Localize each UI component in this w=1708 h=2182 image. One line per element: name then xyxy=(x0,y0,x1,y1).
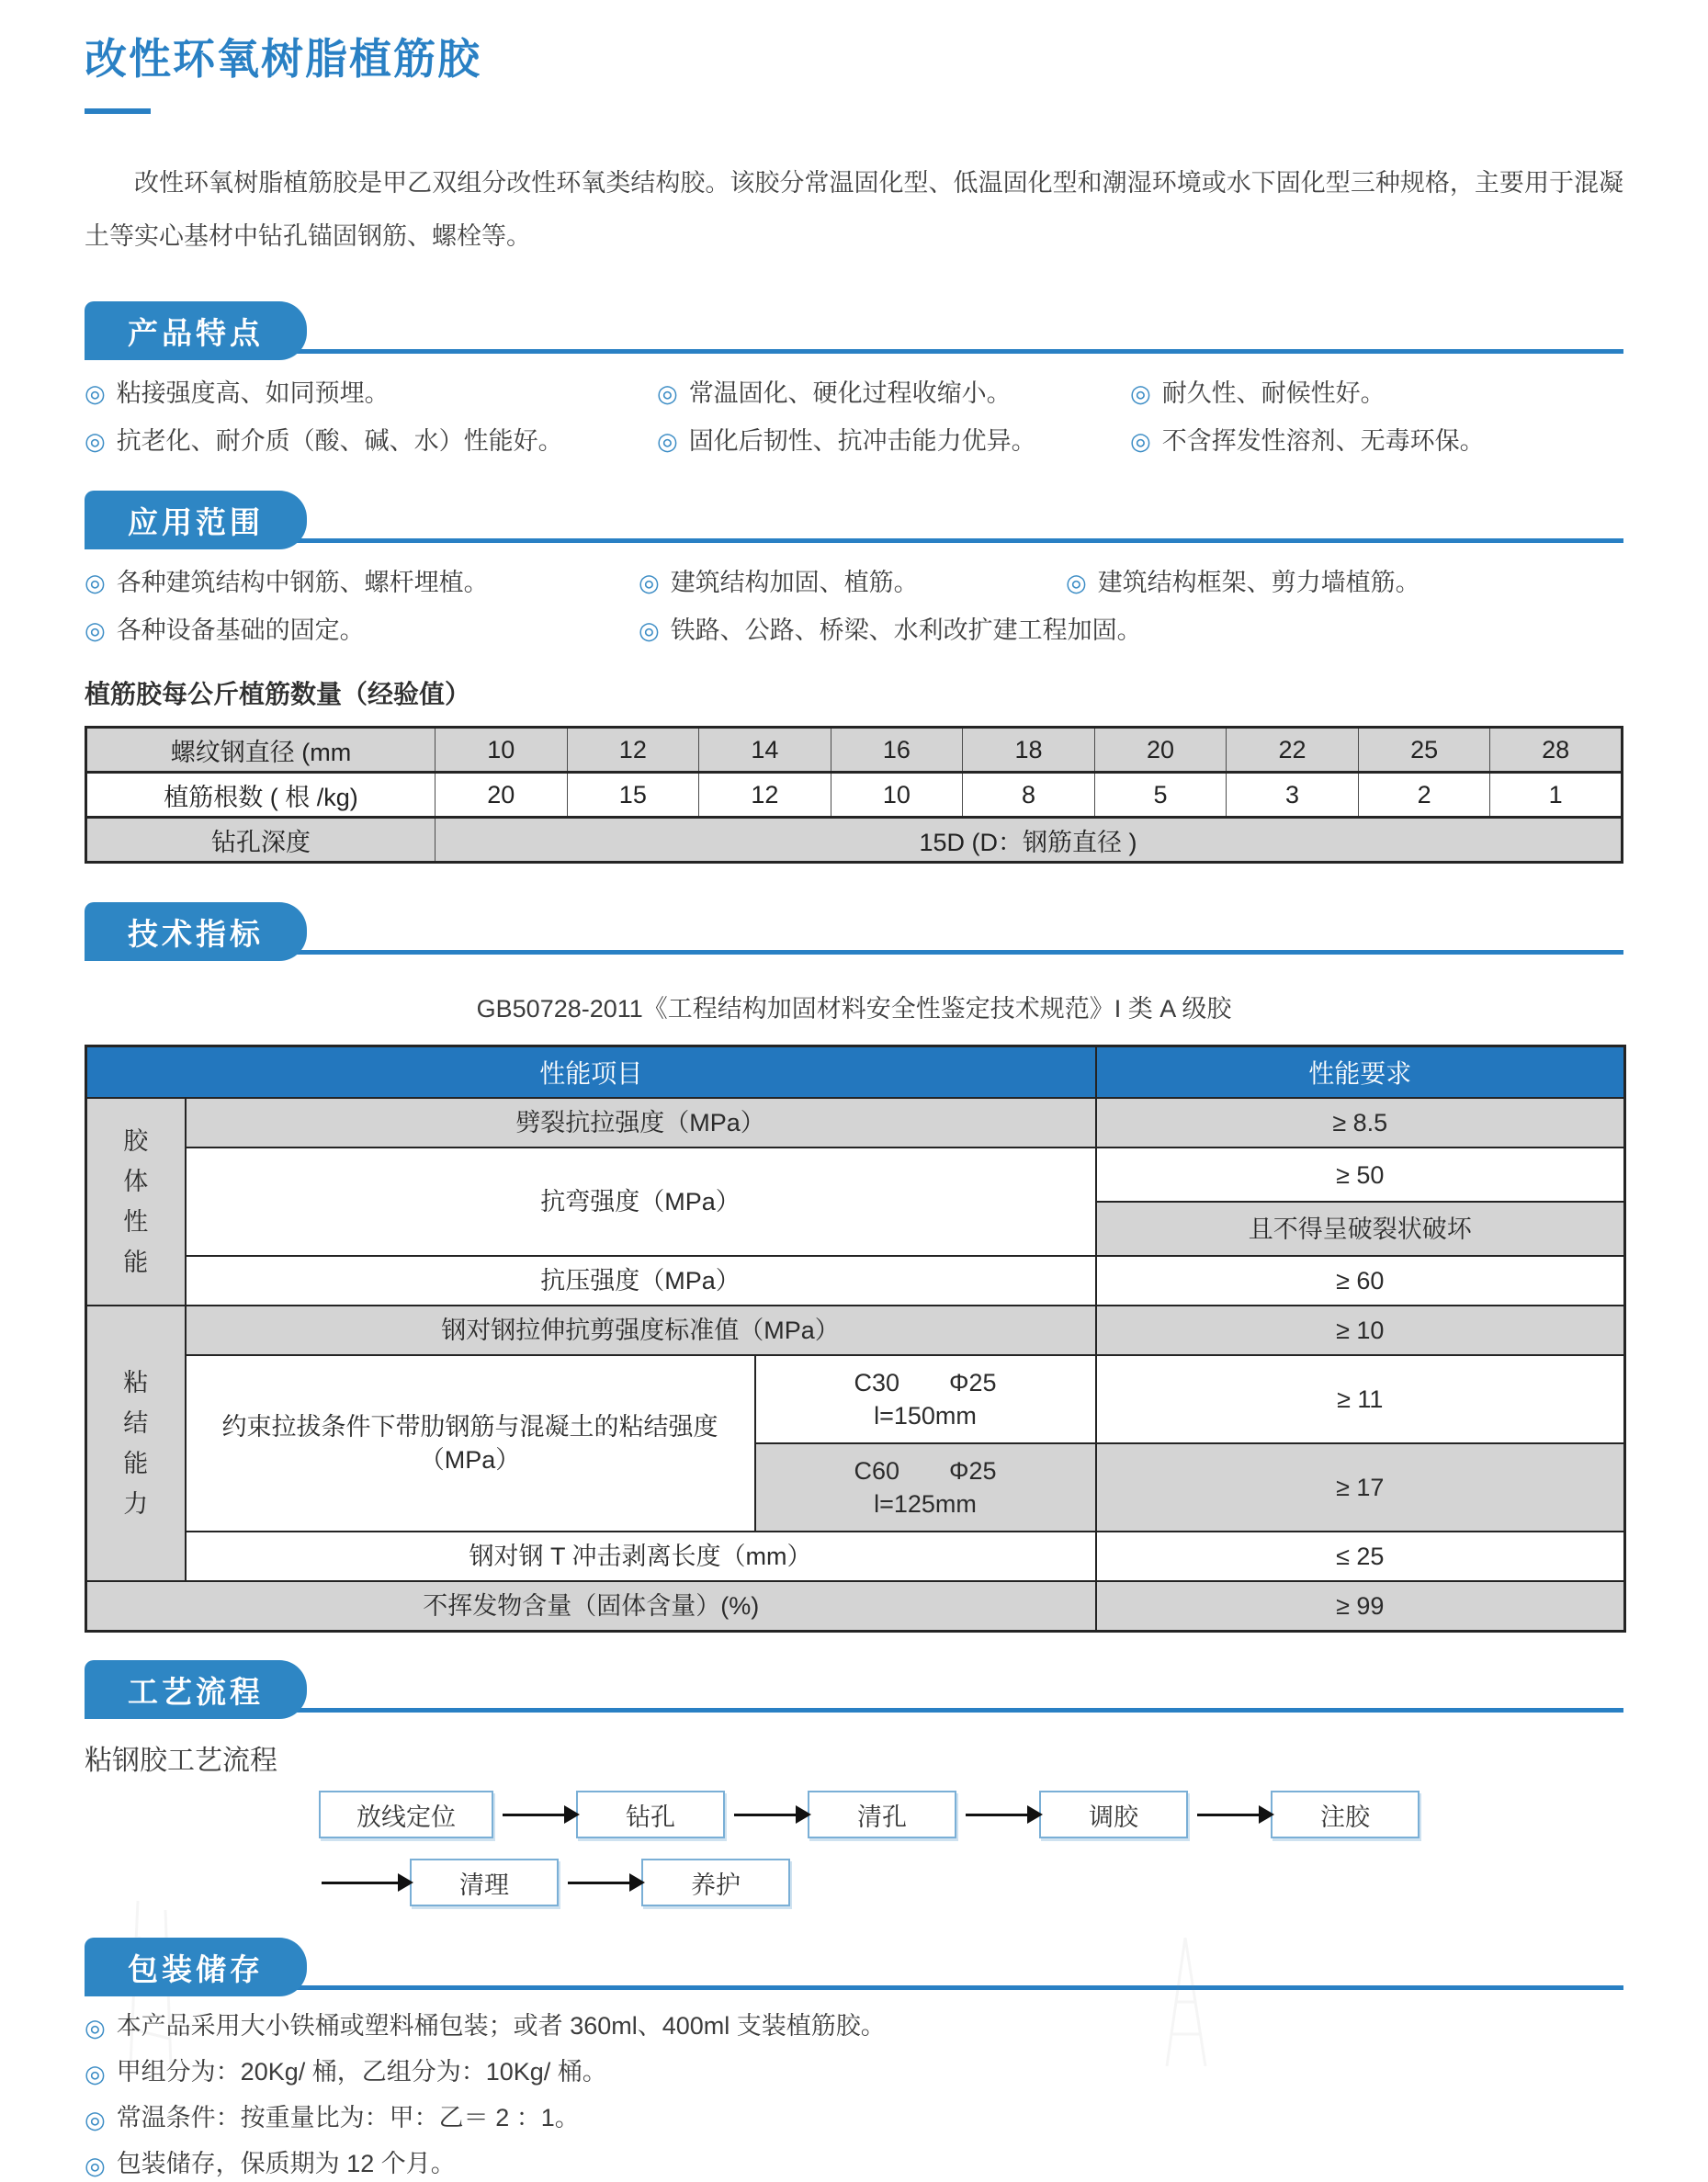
list-item xyxy=(1066,566,1623,599)
flow-step-box: 注胶 xyxy=(1271,1791,1420,1838)
features-badge-label: 产品特点 xyxy=(128,315,264,350)
condition-line: C30 Φ25 xyxy=(854,1369,997,1396)
arrow-right-icon xyxy=(1197,1814,1261,1816)
cell: 10 xyxy=(831,773,963,818)
bullseye-bullet-icon: ◎ xyxy=(639,616,660,644)
packaging-text: 常温条件：按重量比为：甲：乙＝ 2 ：1。 xyxy=(116,2104,580,2131)
property-cell: 钢对钢拉伸抗剪强度标准值（MPa） xyxy=(186,1306,1096,1355)
packaging-badge-label: 包装储存 xyxy=(128,1951,264,1986)
bullseye-bullet-icon: ◎ xyxy=(657,379,678,407)
column-header: 性能项目 xyxy=(86,1046,1096,1099)
cell: 12 xyxy=(699,773,831,818)
features-list xyxy=(85,377,1623,458)
flow-step-box: 放线定位 xyxy=(319,1791,493,1838)
feature-text: 不含挥发性溶剂、无毒环保。 xyxy=(1161,427,1485,455)
requirement-cell: ≥ 17 xyxy=(1096,1443,1625,1532)
feature-text: 粘接强度高、如同预埋。 xyxy=(116,379,390,407)
list-item xyxy=(85,566,639,599)
bullseye-bullet-icon: ◎ xyxy=(85,2152,106,2179)
requirement-cell: ≥ 8.5 xyxy=(1096,1098,1625,1148)
property-cell: 抗压强度（MPa） xyxy=(186,1256,1096,1306)
bullseye-bullet-icon: ◎ xyxy=(1130,427,1151,455)
list-item xyxy=(1130,377,1623,410)
table-row xyxy=(86,1098,1625,1148)
bullseye-bullet-icon: ◎ xyxy=(85,2106,106,2133)
cell: 14 xyxy=(699,728,831,773)
packaging-badge xyxy=(85,1938,307,1996)
cell: 3 xyxy=(1227,773,1359,818)
table-row xyxy=(86,818,1623,863)
cell: 12 xyxy=(567,728,699,773)
group-label: 粘结能力 xyxy=(86,1306,186,1581)
page-content xyxy=(0,35,1708,2182)
dosage-table-caption: 植筋胶每公斤植筋数量（经验值） xyxy=(85,680,471,708)
cell: 20 xyxy=(1094,728,1227,773)
property-cell: 钢对钢 T 冲击剥离长度（mm） xyxy=(186,1532,1096,1581)
section-header-applications xyxy=(85,491,1623,549)
feature-text: 常温固化、硬化过程收缩小。 xyxy=(688,379,1012,407)
application-text: 铁路、公路、桥梁、水利改扩建工程加固。 xyxy=(670,616,1142,644)
cell: 1 xyxy=(1490,773,1623,818)
application-text: 建筑结构框架、剪力墙植筋。 xyxy=(1097,569,1420,596)
row-label: 植筋根数 ( 根 /kg) xyxy=(86,773,435,818)
cell: 20 xyxy=(435,773,568,818)
list-item xyxy=(1130,424,1623,458)
page-title: 改性环氧树脂植筋胶 xyxy=(85,35,481,83)
section-header-process xyxy=(85,1660,1623,1719)
bullseye-bullet-icon: ◎ xyxy=(85,2060,106,2087)
application-text: 建筑结构加固、植筋。 xyxy=(670,569,919,596)
section-line xyxy=(85,1985,1623,1990)
bullseye-bullet-icon: ◎ xyxy=(85,2014,106,2041)
arrow-right-icon xyxy=(503,1814,567,1816)
list-item xyxy=(657,424,1130,458)
arrow-right-icon xyxy=(966,1814,1030,1816)
property-cell: 约束拉拔条件下带肋钢筋与混凝土的粘结强度（MPa） xyxy=(186,1355,755,1532)
requirement-cell: ≤ 25 xyxy=(1096,1532,1625,1581)
bullseye-bullet-icon: ◎ xyxy=(1130,379,1151,407)
cell: 2 xyxy=(1358,773,1490,818)
list-item xyxy=(85,2103,1623,2136)
table-header-row xyxy=(86,1046,1625,1099)
list-item xyxy=(639,566,1066,599)
process-flow-row-2 xyxy=(322,1859,1623,1906)
table-row xyxy=(86,773,1623,818)
table-row xyxy=(86,1256,1625,1306)
cell: 10 xyxy=(435,728,568,773)
bullseye-bullet-icon: ◎ xyxy=(85,616,106,644)
bullseye-bullet-icon: ◎ xyxy=(657,427,678,455)
list-item xyxy=(657,377,1130,410)
section-line xyxy=(85,1708,1623,1713)
section-header-features xyxy=(85,301,1623,360)
property-cell: 不挥发物含量（固体含量）(%) xyxy=(86,1581,1096,1632)
table-row xyxy=(86,728,1623,773)
flow-step-box: 养护 xyxy=(641,1859,790,1906)
packaging-text: 甲组分为：20Kg/ 桶，乙组分为：10Kg/ 桶。 xyxy=(116,2058,607,2086)
condition-cell xyxy=(755,1443,1096,1532)
column-header: 性能要求 xyxy=(1096,1046,1625,1099)
tech-badge-label: 技术指标 xyxy=(128,916,264,951)
cell: 18 xyxy=(963,728,1095,773)
cell: 25 xyxy=(1358,728,1490,773)
list-item xyxy=(85,377,657,410)
requirement-cell: ≥ 50 xyxy=(1096,1148,1625,1202)
table-row xyxy=(86,1148,1625,1202)
section-header-packaging xyxy=(85,1938,1623,1996)
cell: 28 xyxy=(1490,728,1623,773)
flow-step-box: 调胶 xyxy=(1039,1791,1188,1838)
condition-line: l=125mm xyxy=(874,1490,977,1518)
merged-cell: 15D (D：钢筋直径 ) xyxy=(435,818,1623,863)
bullseye-bullet-icon: ◎ xyxy=(1066,569,1087,596)
applications-list xyxy=(85,566,1623,647)
application-text: 各种设备基础的固定。 xyxy=(116,616,365,644)
packaging-list xyxy=(85,2011,1623,2182)
requirement-cell: ≥ 60 xyxy=(1096,1256,1625,1306)
list-item xyxy=(85,614,639,647)
requirement-cell: ≥ 11 xyxy=(1096,1355,1625,1443)
process-badge xyxy=(85,1660,307,1719)
applications-badge-label: 应用范围 xyxy=(128,504,264,539)
packaging-text: 本产品采用大小铁桶或塑料桶包装；或者 360ml、400ml 支装植筋胶。 xyxy=(116,2012,886,2040)
table-row xyxy=(86,1355,1625,1443)
property-cell: 抗弯强度（MPa） xyxy=(186,1148,1096,1256)
tech-badge xyxy=(85,902,307,961)
applications-badge xyxy=(85,491,307,549)
row-label: 螺纹钢直径 (mm xyxy=(86,728,435,773)
condition-line: C60 Φ25 xyxy=(854,1457,997,1485)
packaging-text: 包装储存，保质期为 12 个月。 xyxy=(116,2150,456,2177)
flow-step-box: 清孔 xyxy=(808,1791,956,1838)
title-underline xyxy=(85,108,151,114)
process-subtitle: 粘钢胶工艺流程 xyxy=(85,1746,277,1776)
condition-line: l=150mm xyxy=(874,1402,977,1430)
table-row xyxy=(86,1581,1625,1632)
bullseye-bullet-icon: ◎ xyxy=(85,427,106,455)
bullseye-bullet-icon: ◎ xyxy=(85,569,106,596)
section-line xyxy=(85,349,1623,354)
cell: 8 xyxy=(963,773,1095,818)
property-cell: 劈裂抗拉强度（MPa） xyxy=(186,1098,1096,1148)
list-item xyxy=(85,2011,1623,2044)
cell: 5 xyxy=(1094,773,1227,818)
row-label: 钻孔深度 xyxy=(86,818,435,863)
bullseye-bullet-icon: ◎ xyxy=(639,569,660,596)
application-text: 各种建筑结构中钢筋、螺杆埋植。 xyxy=(116,569,489,596)
flow-step-box: 清理 xyxy=(410,1859,559,1906)
process-badge-label: 工艺流程 xyxy=(128,1674,264,1709)
arrow-right-icon xyxy=(322,1882,401,1884)
intro-paragraph: 改性环氧树脂植筋胶是甲乙双组分改性环氧类结构胶。该胶分常温固化型、低温固化型和潮湿环境或水下固化型三种规格，主要用于混凝土等实心基材中钻孔锚固钢筋、螺栓等。 xyxy=(85,169,1623,250)
tech-table xyxy=(85,1045,1626,1633)
list-item xyxy=(85,2057,1623,2090)
features-badge xyxy=(85,301,307,360)
bullseye-bullet-icon: ◎ xyxy=(85,379,106,407)
cell: 22 xyxy=(1227,728,1359,773)
section-header-tech xyxy=(85,902,1623,961)
feature-text: 抗老化、耐介质（酸、碱、水）性能好。 xyxy=(116,427,563,455)
arrow-right-icon xyxy=(568,1882,632,1884)
group-label: 胶体性能 xyxy=(86,1098,186,1306)
tech-standard-caption: GB50728-2011《工程结构加固材料安全性鉴定技术规范》I 类 A 级胶 xyxy=(476,995,1232,1023)
section-line xyxy=(85,950,1623,955)
condition-cell xyxy=(755,1355,1096,1443)
requirement-cell: ≥ 99 xyxy=(1096,1581,1625,1632)
feature-text: 耐久性、耐候性好。 xyxy=(1161,379,1386,407)
table-row xyxy=(86,1306,1625,1355)
feature-text: 固化后韧性、抗冲击能力优异。 xyxy=(688,427,1036,455)
flow-step-box: 钻孔 xyxy=(576,1791,725,1838)
dosage-table xyxy=(85,726,1623,864)
cell: 16 xyxy=(831,728,963,773)
table-row xyxy=(86,1532,1625,1581)
list-item xyxy=(85,424,657,458)
requirement-cell: 且不得呈破裂状破坏 xyxy=(1096,1202,1625,1256)
cell: 15 xyxy=(567,773,699,818)
list-item xyxy=(639,614,1623,647)
list-item xyxy=(85,2149,1623,2182)
section-line xyxy=(85,538,1623,543)
arrow-right-icon xyxy=(734,1814,798,1816)
requirement-cell: ≥ 10 xyxy=(1096,1306,1625,1355)
process-flow-row-1 xyxy=(319,1791,1623,1838)
